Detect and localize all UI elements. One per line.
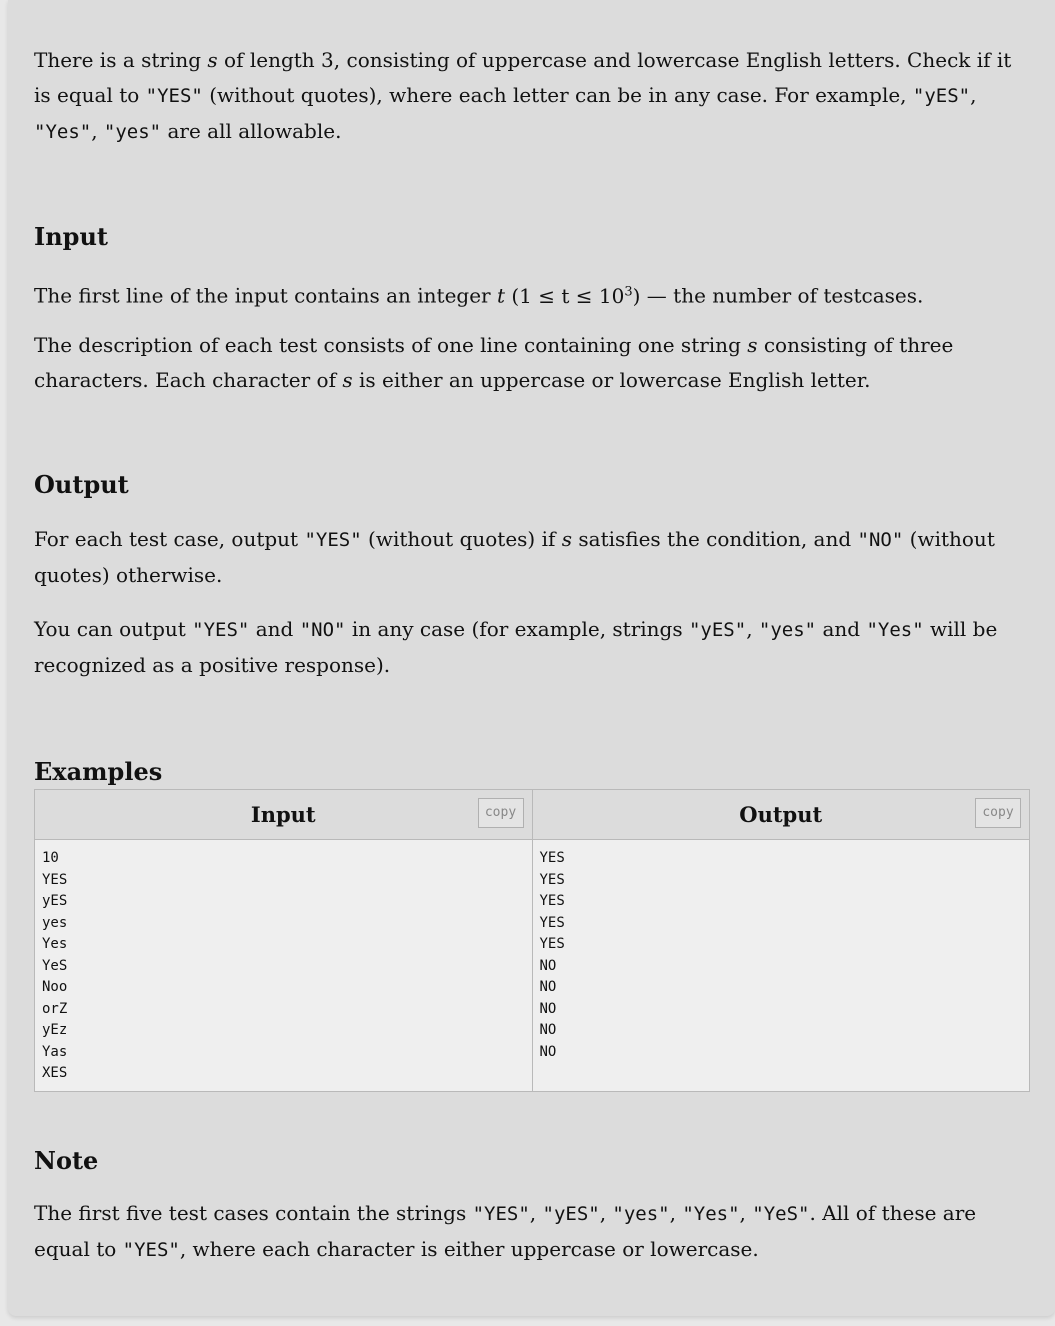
example-output-line: YES [539,914,565,931]
example-input-cell[interactable] [35,840,533,1092]
problem-statement-panel [8,0,1055,1316]
example-input-line: yEz [42,1022,68,1038]
example-input-line: Yas [42,1043,68,1060]
example-output-line: NO [539,979,557,995]
example-input-line: orZ [42,1000,68,1017]
example-output-line: NO [539,1022,557,1038]
example-output-line: YES [539,893,565,909]
input-heading: Input [34,222,108,251]
example-output-lines [540,848,1023,1063]
example-input-line: XES [42,1065,68,1081]
output-paragraph-2: You can output "YES" and "NO" in any case (for example, strings "yES", "yes" and "Yes" will be recognized as a positive response). [34,617,998,677]
example-output-header: Output copy [532,790,1030,840]
examples-heading: Examples [34,757,163,786]
example-input-line: YES [42,871,68,888]
legend-paragraph: There is a string s of length 3, consisting of uppercase and lowercase English letters. Check if it is equal to "YES" (without quotes), where each letter can be in any case. For example, "yES", "Yes", "yes" are all allowable. [34,48,1012,143]
input-paragraph-2: The description of each test consists of one line containing one string s consisting of three characters. Each character of s is either an uppercase or lowercase English letter. [34,333,954,392]
example-input-line: YeS [42,957,68,974]
copy-input-button[interactable]: copy [478,798,524,828]
example-input-line: 10 [42,850,59,866]
t-constraint: $(1 \le t \le 10^3)$ [511,283,641,308]
output-paragraph-1: For each test case, output "YES" (without quotes) if s satisfies the condition, and "NO" (without quotes) otherwise. [34,527,995,587]
example-output-line: NO [539,1043,557,1060]
example-output-line: NO [539,1000,557,1017]
example-output-line: YES [539,871,565,888]
var-s: s [207,48,218,72]
note-paragraph: The first five test cases contain the strings "YES", "yES", "yes", "Yes", "YeS". All of these are equal to "YES", where each character is either uppercase or lowercase. [34,1201,977,1261]
example-input-header: Input copy [35,790,533,840]
output-heading: Output [34,470,129,499]
examples-table [34,789,1030,1092]
example-input-line: Yes [42,936,68,952]
example-input-line: yES [42,893,68,909]
example-output-line: YES [539,850,565,866]
example-output-line: NO [539,957,557,974]
example-output-cell[interactable] [532,840,1030,1092]
copy-output-button[interactable]: copy [975,798,1021,828]
input-paragraph-1: The first line of the input contains an integer t $(1 \le t \le 10^3)$ — the number of testcases. [34,283,924,308]
example-input-lines [42,848,525,1085]
note-heading: Note [34,1146,99,1175]
example-input-line: yes [42,914,68,931]
example-output-line: YES [539,936,565,952]
example-input-line: Noo [42,979,68,995]
